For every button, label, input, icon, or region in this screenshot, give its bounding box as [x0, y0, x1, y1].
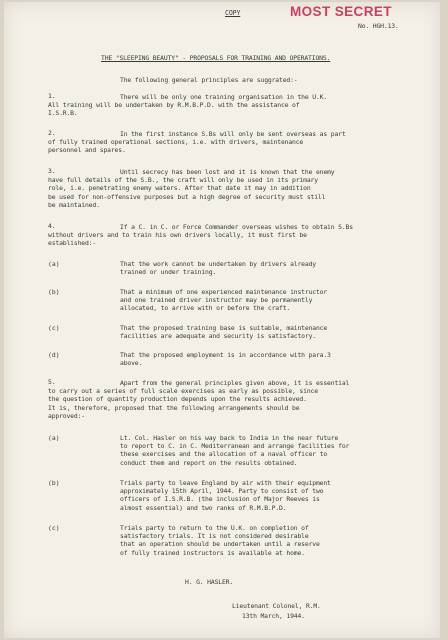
para-4-item-label: (d) — [48, 351, 60, 359]
para-4-number: 4. — [48, 222, 56, 230]
para-5-item-line: of fully trained instructors is available at home. — [120, 548, 305, 557]
para-5-item-line: approximately 15th April, 1944. Party to consist of two — [120, 487, 324, 496]
para-4-line: without drivers and to train his own drivers locally, it must first be — [48, 231, 307, 240]
para-4-item-d — [120, 351, 331, 367]
para-4-item-b — [120, 288, 327, 313]
para-5-item-line: to report to C. in C. Mediterranean and arrange facilities for — [120, 442, 350, 451]
para-4-item-label: (b) — [48, 288, 60, 296]
copy-label: COPY — [225, 9, 241, 17]
para-5-item-label: (a) — [48, 434, 60, 442]
para-4-item-line: above. — [120, 359, 143, 368]
para-5-item-label: (b) — [48, 479, 60, 487]
para-1 — [48, 93, 327, 118]
para-5-item-b — [120, 479, 331, 512]
para-4-line: established:- — [48, 239, 97, 248]
para-5-item-line: Lt. Col. Hasler on his way back to India in the near future — [120, 434, 339, 442]
para-5-item-line: conduct them and report on the results obtained. — [120, 458, 298, 467]
para-4-item-line: and one trained driver instructor may be permanently — [120, 296, 313, 305]
para-5-line: to carry out a series of full scale exercises as early as possible, since — [48, 387, 318, 396]
para-4-line: If a C. in C. or Force Commander overseas wishes to obtain S.Bs — [120, 223, 353, 231]
para-3-line: role, i.e. penetrating enemy waters. After that date it may in addition — [48, 184, 311, 193]
para-2-number: 2. — [48, 129, 56, 137]
para-5 — [48, 379, 349, 420]
para-3-line: be used for non-offensive purposes but a high degree of security must still — [48, 192, 326, 201]
para-3-line: have full details of the S.B., the craft will only be used in its primary — [48, 176, 318, 185]
para-1-line: I.S.R.B. — [48, 109, 78, 118]
para-4-item-line: That the work cannot be undertaken by drivers already — [120, 260, 316, 268]
para-4-item-label: (a) — [48, 260, 60, 268]
para-5-item-line: that an operation should be undertaken until a reserve — [120, 540, 320, 549]
para-5-line: approved:- — [48, 411, 85, 420]
para-3-line: Until secrecy has been lost and it is known that the enemy — [120, 168, 335, 176]
para-4-item-label: (c) — [48, 324, 60, 332]
para-3-number: 3. — [48, 167, 56, 175]
para-4-item-line: trained or under training. — [120, 268, 217, 277]
para-5-item-a — [120, 434, 349, 467]
intro-text: The following general principles are suggrated:- — [120, 76, 298, 84]
para-3-line: be maintained. — [48, 200, 100, 209]
para-5-item-c — [120, 524, 320, 557]
para-5-item-line: Trials party to leave England by air with their equipment — [120, 479, 331, 487]
signature-rank: Lieutenant Colonel, R.M. — [232, 602, 321, 610]
para-4 — [48, 223, 353, 248]
para-3 — [48, 168, 334, 209]
para-5-item-label: (c) — [48, 524, 60, 532]
para-2 — [48, 130, 346, 155]
para-5-line: It is, therefore, proposed that the following arrangements should be — [48, 403, 300, 412]
para-2-line: personnel and spares. — [48, 146, 126, 155]
para-4-item-line: That the proposed training base is suitable, maintenance — [120, 324, 328, 332]
para-1-line: There will be only one training organisation in the U.K. — [120, 93, 328, 101]
para-4-item-c — [120, 324, 327, 340]
para-2-line: In the first instance S.Bs will only be sent overseas as part — [120, 130, 346, 138]
most-secret-stamp: MOST SECRET — [290, 4, 392, 19]
document-page — [4, 2, 440, 638]
para-1-number: 1. — [48, 92, 56, 100]
para-5-line: the question of quantity production depends upon the results achieved. — [48, 395, 307, 404]
para-5-line: Apart from the general principles given above, it is essential — [120, 379, 350, 387]
para-4-item-line: That the proposed employment is in accordance with para.3 — [120, 351, 331, 359]
para-4-item-line: That a minimum of one experienced maintenance instructor — [120, 288, 328, 296]
reference-number: No. HGH.13. — [358, 22, 399, 30]
para-5-item-line: these exercises and the allocation of a naval officer to — [120, 450, 328, 459]
para-2-line: of fully trained operational sections, i.e. with drivers, maintenance — [48, 138, 304, 147]
para-5-item-line: almost essential) and two ranks of R.M.B.P.D. — [120, 503, 287, 512]
para-4-item-line: allocated, to arrive with or before the craft. — [120, 304, 291, 313]
para-5-item-line: officers of I.S.R.B. (the inclusion of Major Reeves is — [120, 495, 320, 504]
para-4-item-line: facilities are adequate and security is satisfactory. — [120, 332, 316, 341]
para-1-line: All training will be undertaken by R.M.B.P.D. with the assistance of — [48, 101, 300, 110]
para-5-item-line: satisfactory trials. It is not considered desirable — [120, 532, 309, 541]
para-5-number: 5. — [48, 378, 56, 386]
para-5-item-line: Trials party to return to the U.K. on completion of — [120, 524, 309, 532]
document-title: THE "SLEEPING BEAUTY" - PROPOSALS FOR TRAINING AND OPERATIONS. — [101, 54, 331, 62]
para-4-item-a — [120, 260, 316, 276]
signature-name: H. G. HASLER. — [185, 578, 234, 586]
signature-date: 13th March, 1944. — [242, 612, 305, 620]
